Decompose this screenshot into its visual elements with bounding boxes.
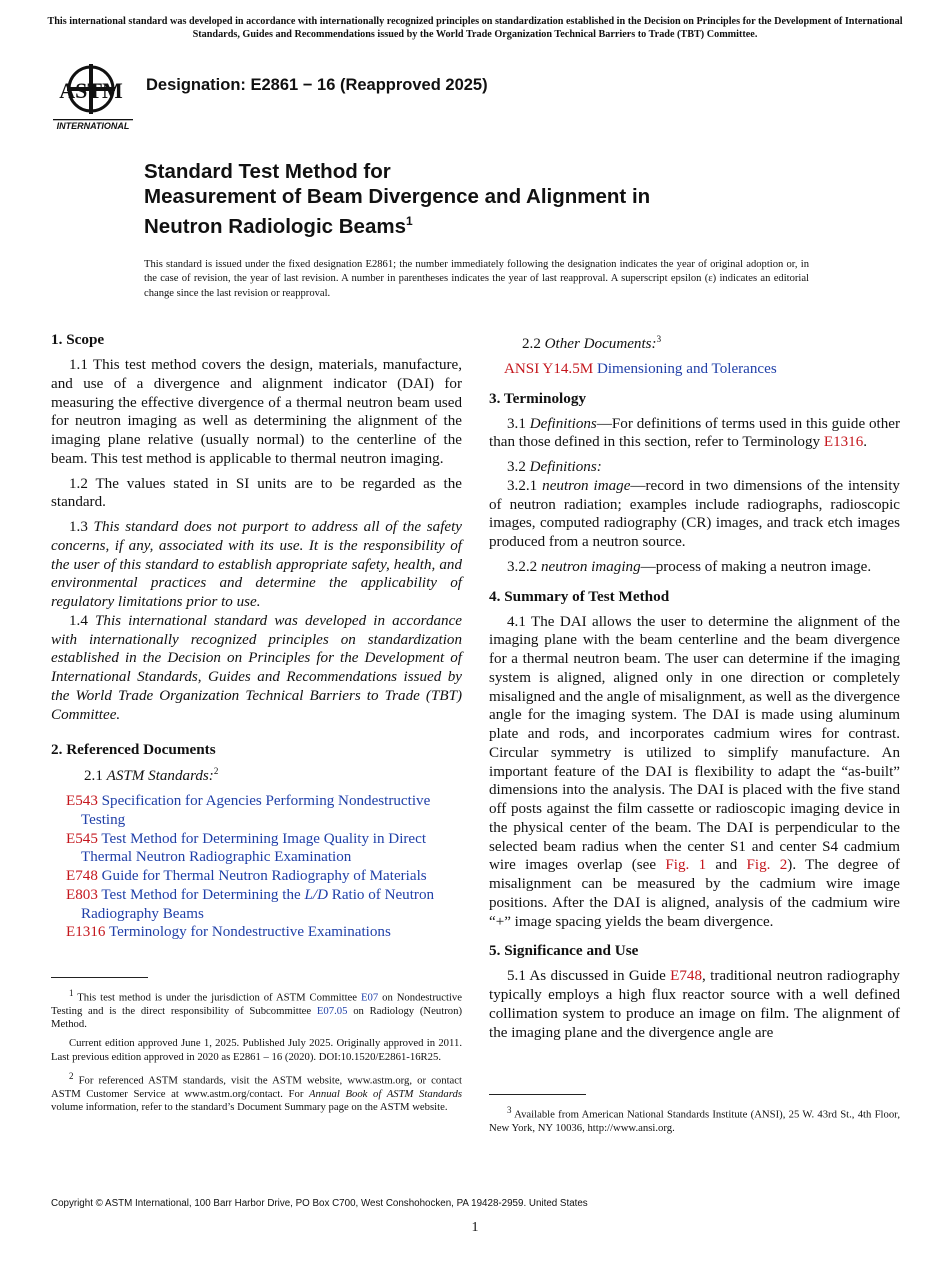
copyright-line: Copyright © ASTM International, 100 Barr Harbor Drive, PO Box C700, West Conshohocken, PA 19428-2959. United States: [51, 1198, 588, 1209]
astm-standards-subheading: 2.1 ASTM Standards:$^2$: [84, 766, 219, 785]
logo-letters: ASTM: [59, 78, 123, 103]
terminology-para-3-2: 3.2 Definitions:: [507, 459, 602, 476]
ref-e545[interactable]: E545 Test Method for Determining Image Quality in Direct Thermal Neutron Radiographic Examination: [66, 830, 427, 866]
link-e07-05[interactable]: E07.05: [316, 1004, 348, 1017]
footnote-rule-right: [489, 1094, 586, 1095]
section-heading-summary: 4. Summary of Test Method: [489, 587, 670, 605]
document-title: [144, 160, 824, 239]
other-documents-subheading: 2.2 Other Documents:$^3$: [522, 334, 662, 353]
section-heading-scope: 1. Scope: [51, 331, 105, 348]
ref-e1316[interactable]: E1316 Terminology for Nondestructive Examinations: [66, 924, 391, 941]
scope-para-1-1: 1.1 This test method covers the design, materials, manufacture, and use of a divergence and alignment indicator (DAI) for measuring the effective divergence of a thermal neutron beam used for neutron imaging as well as determining the alignment of the imaging plane relative (usually normal) to the centerline of the beam. This test method is applicable to thermal neutron imaging.: [51, 357, 462, 467]
footnote-rule: [51, 977, 148, 978]
summary-para-4-1: 4.1 The DAI allows the user to determine the alignment of the imaging plane with the beam centerline and the beam divergence for a thermal neutron beam. The user can determine if the imaging system is aligned, aligned only in one direction or completely misaligned and the angle of misalignment, as well as the divergence angle for the imaging system. The DAI is made using aluminum plate and rods, and incorporates cadmium wires for contrast. Circular symmetry is utilized to simplify manufacture. An important feature of the DAI is flexibility to adapt the “as-built” dimensions into the analysis. The DAI is placed with the five stand off posts against the film cassette or radioscopic imaging device in the physical center of the beam. The DAI is perpendicular to the selected beam radius when the center S1 and center S4 cadmium wire images overlap (see Fig. 1 and Fig. 2). The degree of misalignment can be measured by the cadmium wire image positions. After the DAI is aligned, analysis of the cadmium wire “+” image spacing yields the beam divergence.: [489, 613, 900, 930]
ref-e748[interactable]: E748 Guide for Thermal Neutron Radiography of Materials: [66, 868, 427, 885]
left-footnotes: [51, 977, 462, 1121]
title-line-2: Measurement of Beam Divergence and Alignment in: [144, 184, 651, 208]
scope-para-1-4: 1.4 This international standard was developed in accordance with internationally recognized principles on standardization established in the Decision on Principles for the Development of International Standards, Guides and Recommendations issued by the World Trade Organization Technical Barriers to Trade (TBT) Committee.: [51, 612, 462, 723]
link-fig-2[interactable]: Fig. 2: [746, 857, 788, 874]
ref-ansi-y14-5m[interactable]: ANSI Y14.5M Dimensioning and Tolerances: [504, 360, 777, 377]
title-line-1: Standard Test Method for: [144, 160, 391, 183]
link-fig-1[interactable]: Fig. 1: [665, 857, 707, 874]
scope-para-1-2: 1.2 The values stated in SI units are to be regarded as the standard.: [51, 475, 462, 511]
footnote-2: $^2$ For referenced ASTM standards, visit the ASTM website, www.astm.org, or contact ASTM Customer Service at www.astm.org/contact. For Annual Book of ASTM Standards volume information, refer to the standard’s Document Summary page on the ASTM website.: [51, 1071, 462, 1114]
right-column: [489, 330, 901, 1134]
section-heading-terminology: 3. Terminology: [489, 389, 587, 407]
astm-logo: [53, 56, 135, 132]
terminology-para-3-2-1: 3.2.1 neutron image—record in two dimensions of the intensity of neutron radiation; examples include radiographs, radioscopic images, computed radiography (CR) images, and track etch images produced from a neutron source.: [489, 477, 900, 551]
right-footnotes: [489, 1094, 900, 1141]
link-e07[interactable]: E07: [360, 991, 379, 1004]
link-e1316[interactable]: E1316: [823, 434, 864, 451]
ref-e543[interactable]: E543 Specification for Agencies Performing Nondestructive Testing: [66, 793, 431, 828]
ref-e803[interactable]: E803 Test Method for Determining the L/D Ratio of Neutron Radiography Beams: [66, 886, 435, 922]
designation: Designation: E2861 − 16 (Reapproved 2025): [146, 76, 488, 94]
top-notice: This international standard was developed in accordance with internationally recognized principles on standardization established in the Decision on Principles for the Development of International Standards, Guides and Recommendations issued by the World Trade Organization Technical Barriers to Trade (TBT) Committee.: [47, 16, 903, 40]
section-heading-significance: 5. Significance and Use: [489, 942, 639, 960]
scope-para-1-3: 1.3 This standard does not purport to address all of the safety concerns, if any, associated with its use. It is the responsibility of the user of this standard to establish appropriate safety, health, and environmental practices and determine the applicability of regulatory limitations prior to use.: [51, 519, 462, 610]
section-heading-referenced-documents: 2. Referenced Documents: [51, 741, 216, 759]
footnote-1: $^1$ This test method is under the jurisdiction of ASTM Committee E07 on Nondestructive Testing and is the direct responsibility of Subcommittee E07.05 on Radiology (Neutron) Method.: [51, 988, 462, 1031]
footnote-1-edition: Current edition approved June 1, 2025. Published July 2025. Originally approved in 2011. Last previous edition approved in 2020 as E2861 – 16 (2020). DOI:10.1520/E2861-16R25.: [51, 1037, 462, 1063]
title-line-3: Neutron Radiologic Beams$^1$: [144, 214, 413, 238]
footnote-3: $^3$ Available from American National Standards Institute (ANSI), 25 W. 43rd St., 4th Floor, New York, NY 10036, http://www.ansi.org.: [489, 1105, 900, 1134]
terminology-para-3-2-2: 3.2.2 neutron imaging—process of making a neutron image.: [507, 558, 872, 575]
terminology-para-3-1: 3.1 Definitions—For definitions of terms used in this guide other than those defined in this section, refer to Terminology E1316.: [489, 415, 901, 451]
logo-word: INTERNATIONAL: [56, 121, 130, 131]
issuance-note: This standard is issued under the fixed designation E2861; the number immediately following the designation indicates the year of original adoption or, in the case of revision, the year of last revision. A number in parentheses indicates the year of last reapproval. A superscript epsilon (ε) indicates an editorial change since the last revision or reapproval.: [144, 259, 809, 299]
left-column: [51, 330, 462, 1114]
link-e748[interactable]: E748: [670, 968, 703, 985]
title-footnote-marker: 1: [406, 214, 413, 228]
significance-para-5-1: 5.1 As discussed in Guide E748, traditional neutron radiography typically employs a high flux reactor source with a well defined collimation system to produce an image on film. The alignment of the imaging plane and the divergence angle are: [489, 968, 900, 1041]
page-number: 1: [471, 1220, 479, 1235]
